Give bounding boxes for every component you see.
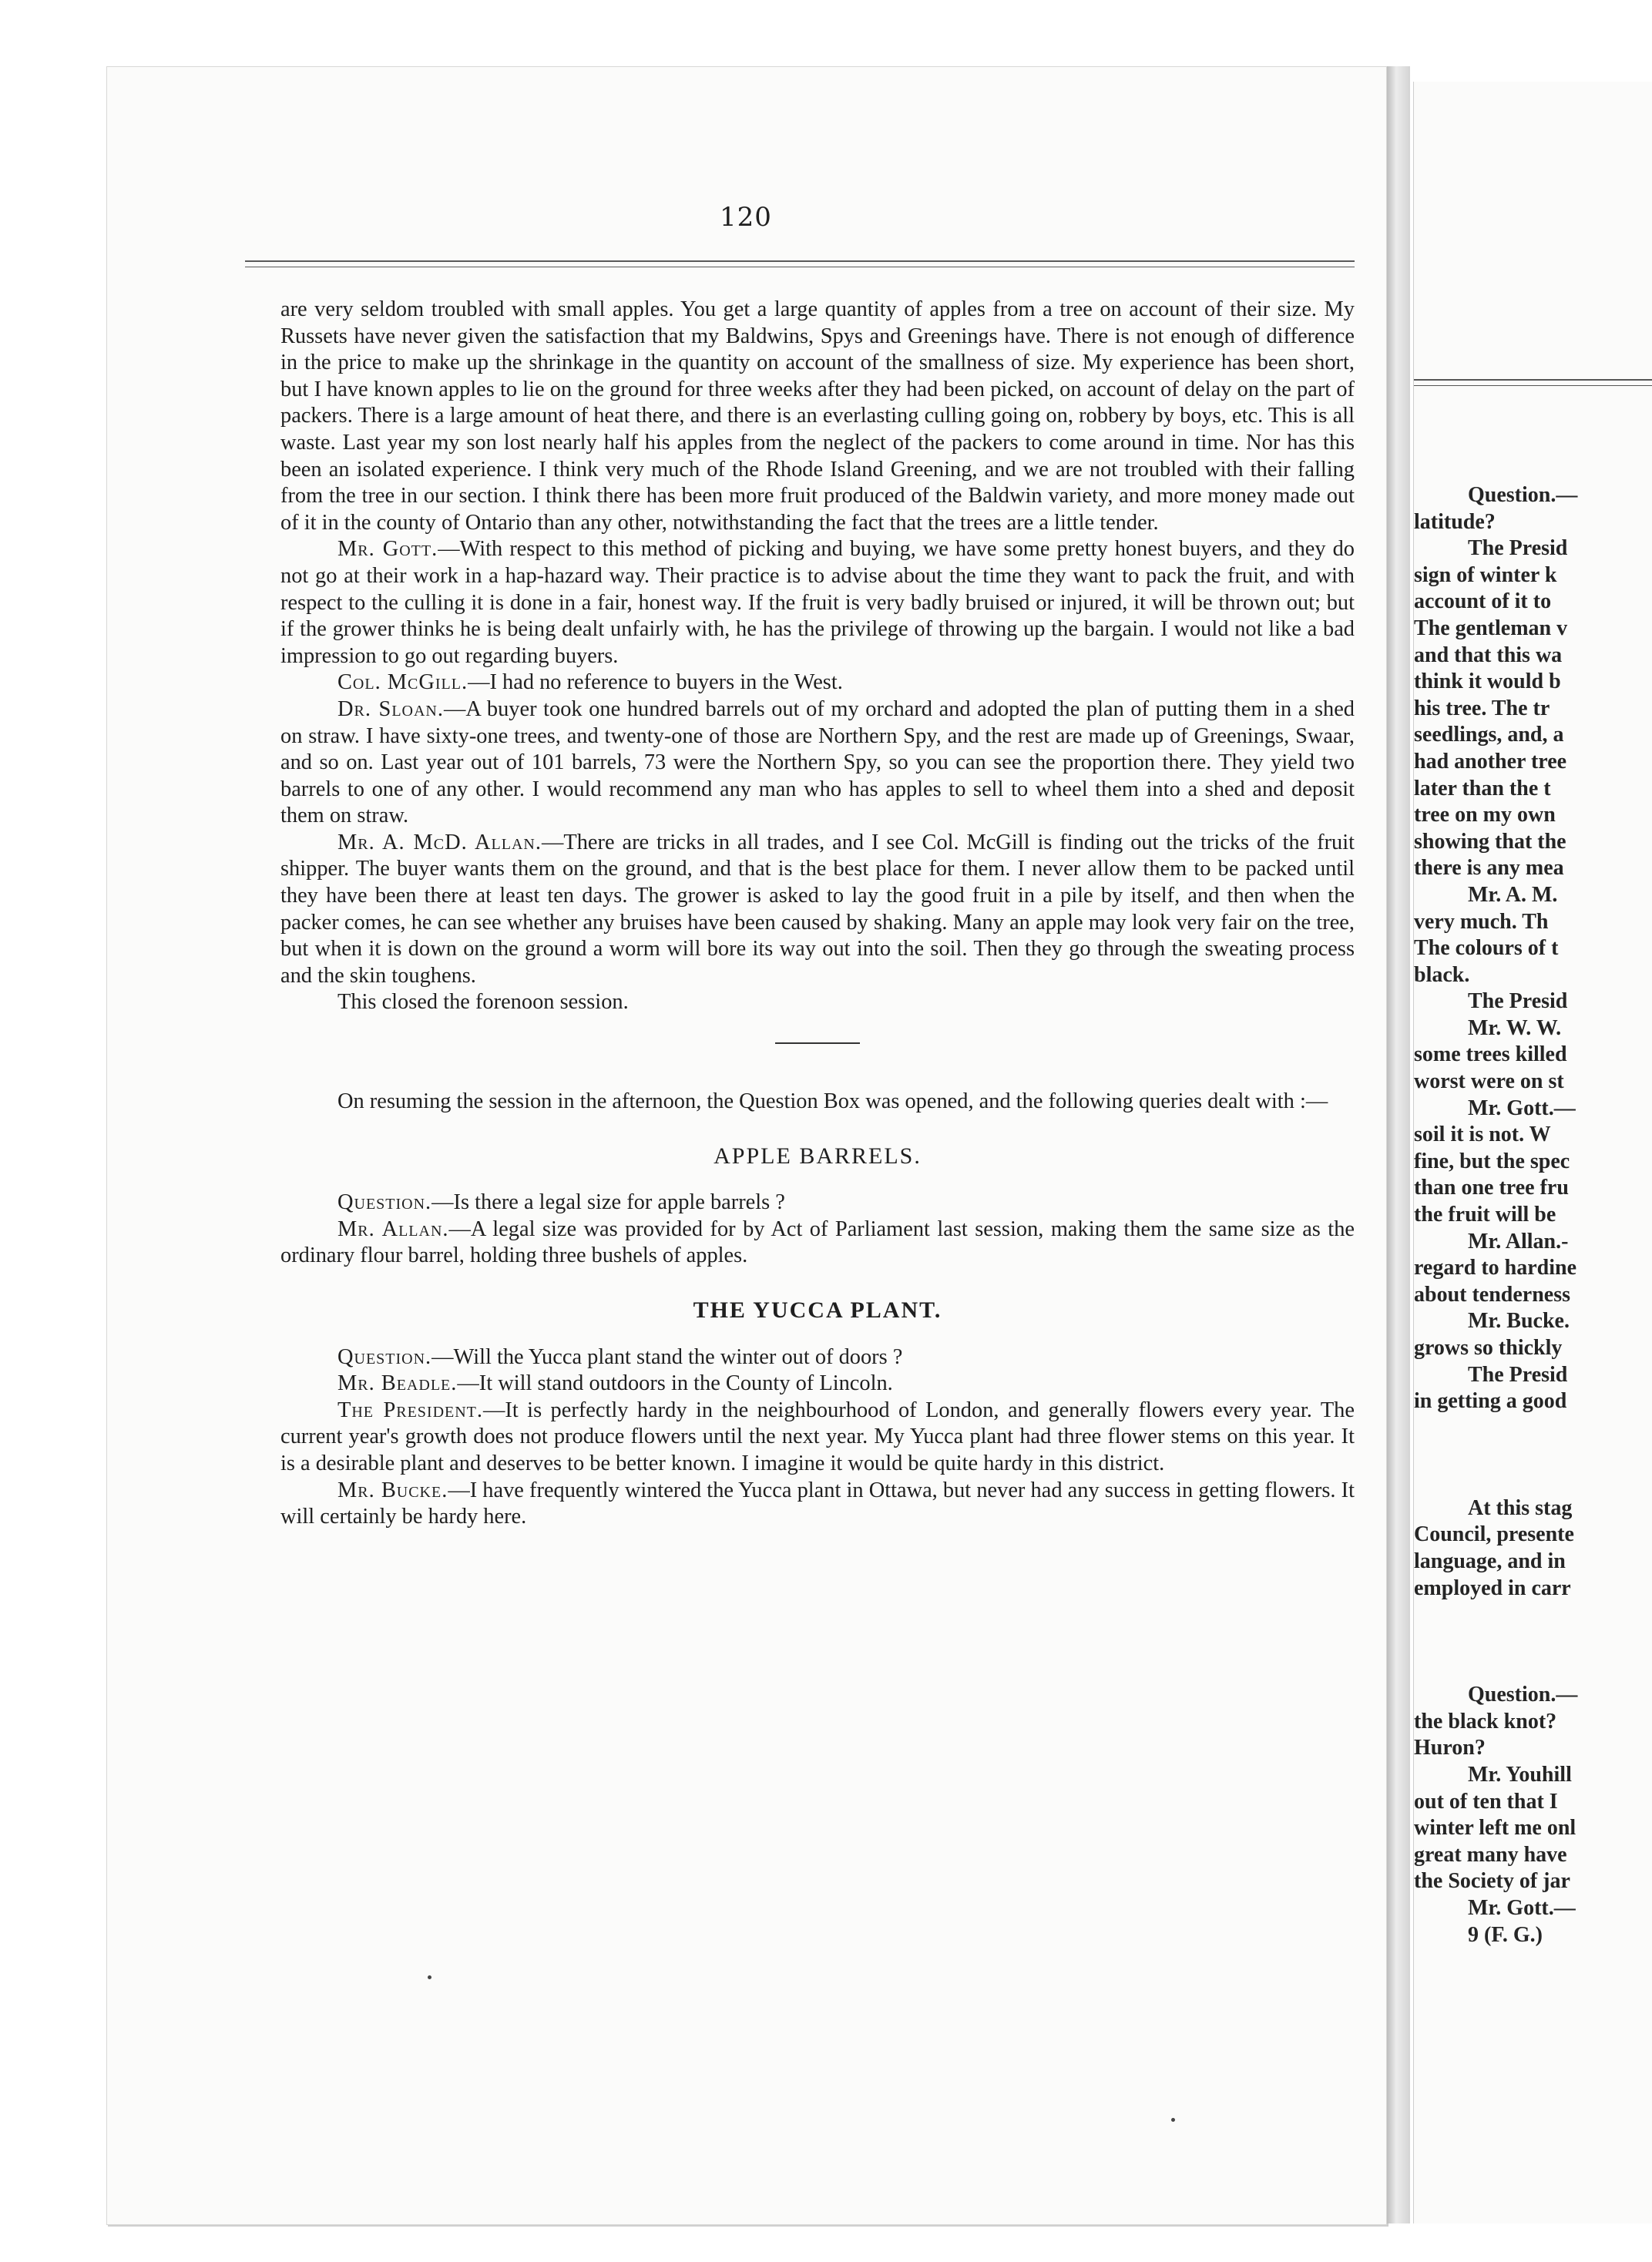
entry-text: —Will the Yucca plant stand the winter out of doors ? bbox=[431, 1344, 903, 1369]
right-line: in getting a good bbox=[1414, 1389, 1567, 1414]
paragraph-text: are very seldom troubled with small apples. You get a large quantity of apples from a tree on account of their size. My Russets have never given the satisfaction that my Baldwins, Spys and Greenings have. There is not enough of difference in the price to make up the shrinkage in the quantity on account of the smallness of size. My experience has been short, but I have known apples to lie on the ground for three weeks after they had been picked, on account of delay on the part of packers. There is a large amount of heat there, and there is an everlasting culling going on, robbery by boys, etc. This is all waste. Last year my son lost nearly half his apples from the neglect of the packers to come around in time. Nor has this been an isolated experience. I think very much of the Rhode Island Greening, and we are not troubled with their falling from the tree in our section. I think there has been more fruit produced of the Baldwin variety, and more money made out of it in the county of Ontario than any other, notwithstanding the fact that the trees are a little tender. bbox=[280, 297, 1355, 535]
right-line: fine, but the spec bbox=[1414, 1149, 1570, 1173]
answer-entry bbox=[280, 1478, 1355, 1531]
right-line: about tenderness bbox=[1414, 1282, 1571, 1307]
paragraph-text: This closed the forenoon session. bbox=[337, 990, 629, 1015]
right-line: worst were on st bbox=[1414, 1069, 1564, 1094]
right-line: and that this wa bbox=[1414, 643, 1563, 667]
speaker-name: Mr. Allan. bbox=[337, 1217, 449, 1241]
right-header-rule-thin bbox=[1414, 385, 1652, 386]
right-line: latitude? bbox=[1414, 509, 1496, 534]
right-line: some trees killed bbox=[1414, 1042, 1567, 1067]
speaker-name: Dr. Sloan. bbox=[337, 696, 444, 721]
right-line: showing that the bbox=[1414, 829, 1566, 854]
right-line: the fruit will be bbox=[1414, 1203, 1556, 1227]
right-line: very much. Th bbox=[1414, 909, 1549, 934]
right-line: out of ten that I bbox=[1414, 1789, 1558, 1814]
entry-text: —A legal size was provided for by Act of Parliament last session, making them the same size as the ordinary flour barrel, holding three bushels of apples. bbox=[280, 1217, 1355, 1268]
right-line: Council, presente bbox=[1414, 1522, 1574, 1547]
question-entry bbox=[280, 1190, 1355, 1217]
paragraph bbox=[280, 830, 1355, 990]
right-line: later than the t bbox=[1414, 776, 1551, 800]
right-line: At this stag bbox=[1468, 1495, 1573, 1520]
right-line: account of it to bbox=[1414, 589, 1552, 614]
paragraph-text: —I had no reference to buyers in the West. bbox=[468, 670, 843, 695]
right-line: Mr. Allan.- bbox=[1468, 1229, 1569, 1253]
right-line: than one tree fru bbox=[1414, 1176, 1569, 1200]
paragraph bbox=[280, 696, 1355, 830]
speaker-name: Mr. Beadle. bbox=[337, 1371, 458, 1396]
right-line: The Presid bbox=[1468, 1362, 1568, 1387]
header-rule bbox=[245, 260, 1355, 262]
page-number: 120 bbox=[720, 202, 772, 233]
right-line: the Society of jar bbox=[1414, 1869, 1570, 1894]
entry-text: —It is perfectly hardy in the neighbourhood of London, and generally flowers every year. The current year's growth does not produce flowers until the next year. My Yucca plant had three flower stems on this year. It is a desirable plant and deserves to be better known. I imagine it would be quite hardy in this district. bbox=[280, 1398, 1355, 1475]
right-line: the black knot? bbox=[1414, 1709, 1557, 1733]
right-line: there is any mea bbox=[1414, 856, 1564, 881]
answer-entry bbox=[280, 1371, 1355, 1398]
right-line: Question.— bbox=[1468, 1683, 1578, 1707]
paragraph bbox=[280, 297, 1355, 536]
speaker-name: Mr. Bucke. bbox=[337, 1478, 448, 1502]
right-line: The Presid bbox=[1468, 536, 1568, 561]
right-line: winter left me onl bbox=[1414, 1816, 1576, 1841]
afternoon-intro: On resuming the session in the afternoon, the Question Box was opened, and the following queries dealt with :— bbox=[337, 1089, 1328, 1114]
right-line: black. bbox=[1414, 962, 1470, 987]
session-divider bbox=[775, 1042, 860, 1044]
right-line: Mr. Bucke. bbox=[1468, 1309, 1570, 1334]
paragraph-text: —With respect to this method of picking and buying, we have some pretty honest buyers, and they do not go at their work in a hap-hazard way. Their practice is to advise about the time they want to pack the fruit, and with respect to the culling it is done in a fair, honest way. If the fruit is very badly bruised or injured, it will be thrown out; but if the grower thinks he is being dealt unfairly with, he has the privilege of throwing up the bargain. I would not like a bad impression to go out regarding buyers. bbox=[280, 537, 1355, 668]
section-heading: APPLE BARRELS. bbox=[714, 1143, 922, 1169]
right-line: Mr. W. W. bbox=[1468, 1015, 1562, 1040]
right-line: tree on my own bbox=[1414, 803, 1556, 827]
right-header-rule bbox=[1414, 379, 1652, 381]
paragraph-text: —A buyer took one hundred barrels out of my orchard and adopted the plan of putting them in a shed on straw. I have sixty-one trees, and twenty-one of those are Northern Spy, and the rest are made up of Greenings, Swaar, and so on. Last year out of 101 barrels, 73 were the Northern Spy, so you can see the proportion there. They yield two barrels to one of any other. I would recommend any man who has apples to sell to wheel them into a shed and deposit them on straw. bbox=[280, 696, 1355, 828]
speaker-name: Question. bbox=[337, 1344, 432, 1369]
paragraph bbox=[280, 989, 1355, 1016]
scan-speck bbox=[1171, 2118, 1175, 2122]
section-heading: THE YUCCA PLANT. bbox=[693, 1297, 942, 1323]
right-page-text bbox=[1414, 482, 1652, 1948]
right-line: had another tree bbox=[1414, 749, 1567, 774]
right-line: Mr. A. M. bbox=[1468, 882, 1558, 907]
speaker-name: Col. McGill. bbox=[337, 670, 468, 695]
right-line: seedlings, and, a bbox=[1414, 723, 1564, 747]
right-line: Mr. Youhill bbox=[1468, 1762, 1572, 1787]
right-line: The Presid bbox=[1468, 989, 1568, 1014]
right-line: grows so thickly bbox=[1414, 1336, 1563, 1360]
entry-text: —Is there a legal size for apple barrels ? bbox=[431, 1190, 785, 1215]
book-spine bbox=[1387, 66, 1410, 2223]
speaker-name: Mr. Gott. bbox=[337, 537, 438, 562]
right-page-fragment bbox=[1413, 82, 1652, 2223]
right-line: Question.— bbox=[1468, 483, 1578, 507]
right-line: soil it is not. W bbox=[1414, 1123, 1551, 1147]
right-line: language, and in bbox=[1414, 1549, 1566, 1573]
answer-entry bbox=[280, 1217, 1355, 1270]
right-line: his tree. The tr bbox=[1414, 696, 1550, 720]
speaker-name: Mr. A. McD. Allan. bbox=[337, 830, 542, 854]
page-body bbox=[280, 297, 1355, 1531]
right-line: think it would b bbox=[1414, 670, 1561, 694]
right-line: Mr. Gott.— bbox=[1468, 1096, 1576, 1120]
right-line: sign of winter k bbox=[1414, 562, 1557, 587]
right-line: employed in carr bbox=[1414, 1576, 1571, 1600]
scan-speck bbox=[428, 1975, 431, 1979]
speaker-name: The President. bbox=[337, 1398, 483, 1422]
right-line: great many have bbox=[1414, 1842, 1567, 1867]
entry-text: —It will stand outdoors in the County of Lincoln. bbox=[457, 1371, 893, 1396]
question-entry bbox=[280, 1344, 1355, 1371]
right-line: Huron? bbox=[1414, 1736, 1486, 1760]
right-page-signature: 9 (F. G.) bbox=[1468, 1922, 1543, 1947]
right-line: The colours of t bbox=[1414, 936, 1559, 961]
right-line: regard to hardine bbox=[1414, 1256, 1577, 1280]
paragraph-text: —There are tricks in all trades, and I see Col. McGill is finding out the tricks of the fruit shipper. The buyer wants them on the ground, and that is the best place for them. I never allow them to be packed until they have been there at least ten days. The grower is asked to lay the good fruit in a pile by itself, and then when the packer comes, he can see whether any bruises have been caused by shaking. Many an apple may look very fair on the tree, but when it is down on the ground a worm will bore its way out into the soil. Then they go through the sweating process and the skin toughens. bbox=[280, 830, 1355, 988]
answer-entry bbox=[280, 1398, 1355, 1478]
paragraph bbox=[280, 536, 1355, 670]
entry-text: —I have frequently wintered the Yucca plant in Ottawa, but never had any success in getting flowers. It will certainly be hardy here. bbox=[280, 1478, 1355, 1529]
speaker-name: Question. bbox=[337, 1190, 432, 1215]
right-line: The gentleman v bbox=[1414, 616, 1568, 640]
right-line: Mr. Gott.— bbox=[1468, 1895, 1576, 1920]
paragraph bbox=[280, 670, 1355, 696]
